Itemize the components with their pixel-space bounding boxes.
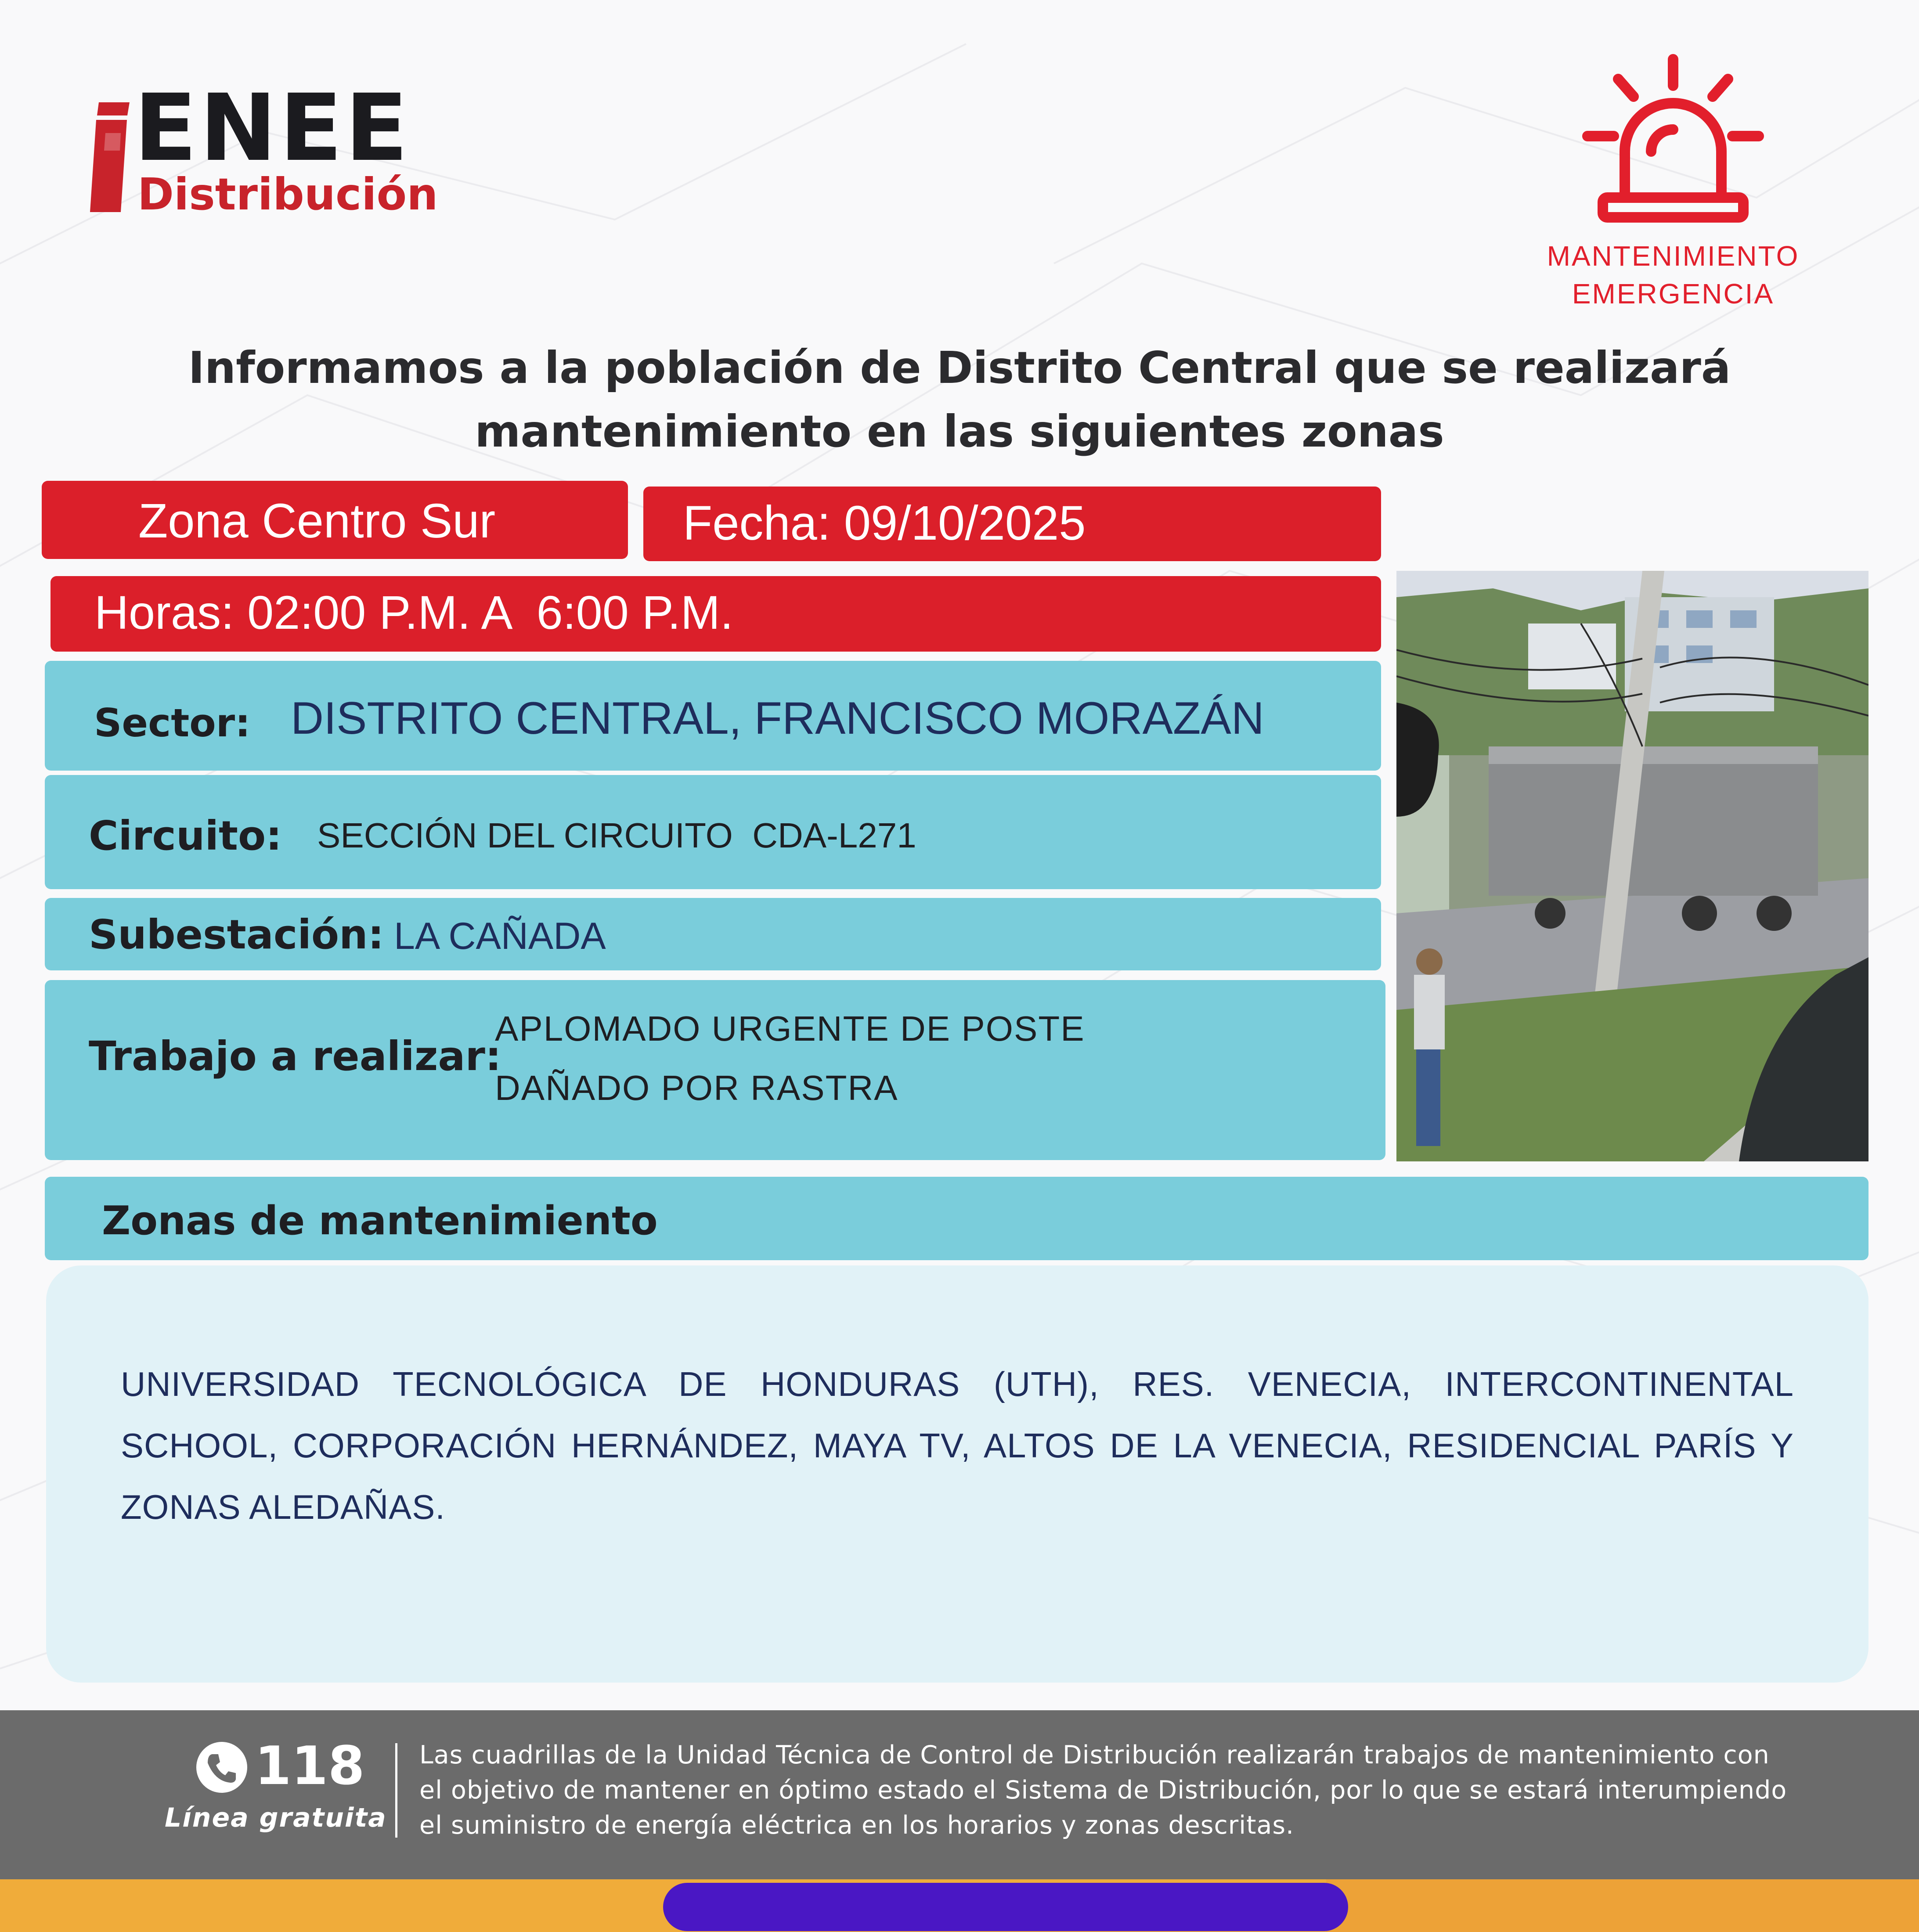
footer-notice <box>419 1737 1816 1843</box>
logo-mark-icon <box>90 102 130 212</box>
circuito-row <box>45 775 1381 889</box>
zona-bar <box>42 481 628 559</box>
logo-wordmark: ENEE <box>134 74 411 182</box>
logo-subtitle: Distribución <box>137 169 438 220</box>
footer <box>0 1710 1919 1879</box>
subestacion-label: Subestación: <box>89 911 384 958</box>
zonas-list: UNIVERSIDAD TECNOLÓGICA DE HONDURAS (UTH), RES. VENECIA, INTERCONTINENTAL SCHOOL, CORPORACIÓN HERNÁNDEZ, MAYA TV, ALTOS DE LA VENECIA, RESIDENCIAL PARÍS Y ZONAS ALEDAÑAS. <box>121 1365 1794 1526</box>
phone-number: 118 <box>255 1736 365 1797</box>
bottom-color-strip <box>0 1879 1919 1932</box>
trabajo-line-2: DAÑADO POR RASTRA <box>495 1068 898 1107</box>
alert-label <box>1484 237 1862 313</box>
zona-text: Zona Centro Sur <box>138 494 496 548</box>
subestacion-value: LA CAÑADA <box>394 915 606 957</box>
subestacion-row <box>45 898 1381 970</box>
zonas-heading-bar <box>45 1177 1868 1260</box>
alert-line-1: MANTENIMIENTO <box>1547 240 1800 272</box>
siren-icon <box>1581 53 1765 224</box>
strip-orange-segment <box>1326 1879 1919 1932</box>
sector-label: Sector: <box>94 700 251 746</box>
headline <box>0 336 1919 463</box>
footer-notice-line-3: el suministro de energía eléctrica en los horarios y zonas descritas. <box>419 1811 1295 1840</box>
phone-label: Línea gratuita <box>165 1802 387 1833</box>
fecha-bar <box>643 487 1381 561</box>
fecha-text: Fecha: 09/10/2025 <box>683 496 1086 550</box>
strip-purple-segment <box>663 1883 1348 1931</box>
trabajo-row <box>45 980 1385 1160</box>
headline-line-2: mantenimiento en las siguientes zonas <box>475 406 1444 457</box>
footer-divider <box>395 1743 397 1838</box>
horas-bar <box>50 576 1381 652</box>
circuito-label: Circuito: <box>89 812 282 859</box>
enee-logo <box>90 74 468 220</box>
footer-notice-line-1: Las cuadrillas de la Unidad Técnica de Control de Distribución realizarán trabajos de mantenimiento con <box>419 1741 1770 1770</box>
horas-text: Horas: 02:00 P.M. A 6:00 P.M. <box>94 586 733 639</box>
site-photo <box>1396 571 1868 1161</box>
alert-line-2: EMERGENCIA <box>1572 278 1775 310</box>
circuito-value: SECCIÓN DEL CIRCUITO CDA-L271 <box>317 816 916 855</box>
trabajo-label: Trabajo a realizar: <box>89 1033 501 1080</box>
sector-row <box>45 661 1381 771</box>
trabajo-line-1: APLOMADO URGENTE DE POSTE <box>495 1009 1085 1048</box>
headline-line-1: Informamos a la población de Distrito Central que se realizará <box>188 342 1731 393</box>
phone-icon <box>195 1741 248 1794</box>
zonas-heading: Zonas de mantenimiento <box>102 1198 658 1244</box>
sector-value: DISTRITO CENTRAL, FRANCISCO MORAZÁN <box>291 693 1264 744</box>
footer-notice-line-2: el objetivo de mantener en óptimo estado el Sistema de Distribución, por lo que se estará interumpiendo <box>419 1776 1787 1805</box>
zonas-panel <box>46 1265 1868 1683</box>
